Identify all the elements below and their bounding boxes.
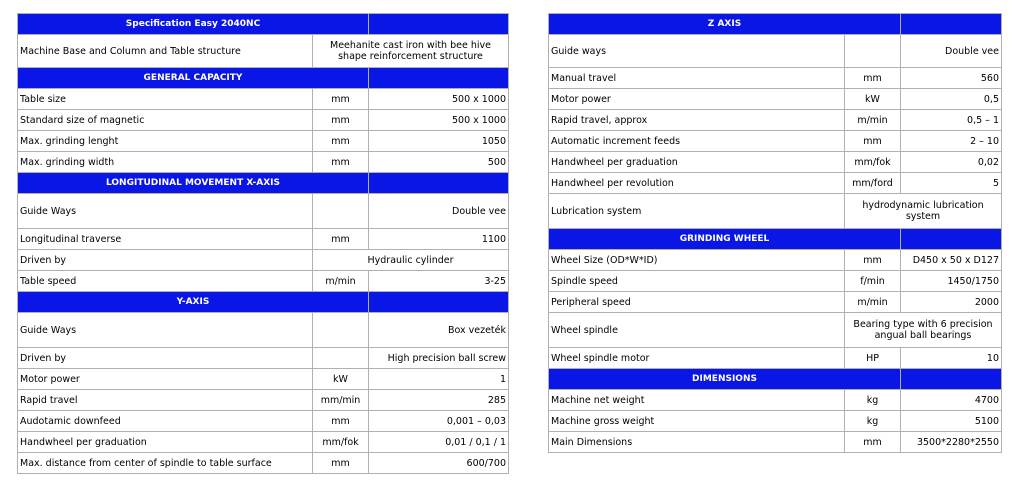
spec-value: 5 xyxy=(901,173,1002,194)
section-header-blank xyxy=(369,292,509,313)
spec-value: 1100 xyxy=(369,229,509,250)
spec-row xyxy=(18,194,509,229)
spec-label: Guide ways xyxy=(549,35,845,68)
spec-row xyxy=(549,35,1002,68)
spec-value: 3-25 xyxy=(369,271,509,292)
section-header-blank xyxy=(901,369,1002,390)
section-header xyxy=(18,68,509,89)
spec-label: Lubrication system xyxy=(549,194,845,229)
spec-row xyxy=(549,411,1002,432)
spec-value: 560 xyxy=(901,68,1002,89)
spec-row xyxy=(549,173,1002,194)
section-header-blank xyxy=(369,14,509,35)
spec-row xyxy=(18,152,509,173)
spec-row xyxy=(549,292,1002,313)
spec-label: Standard size of magnetic xyxy=(18,110,313,131)
spec-unit: mm xyxy=(845,250,901,271)
right-spec-body xyxy=(549,14,1002,453)
spec-label: Peripheral speed xyxy=(549,292,845,313)
spec-unit: kg xyxy=(845,390,901,411)
spec-label: Wheel spindle motor xyxy=(549,348,845,369)
spec-unit: mm xyxy=(313,89,369,110)
spec-value: 3500*2280*2550 xyxy=(901,432,1002,453)
spec-value: 2000 xyxy=(901,292,1002,313)
section-header xyxy=(549,14,1002,35)
spec-value: Bearing type with 6 precision angual ball bearings xyxy=(845,313,1002,348)
section-title: Y-AXIS xyxy=(18,292,369,313)
section-title: Z AXIS xyxy=(549,14,901,35)
spec-row xyxy=(18,390,509,411)
spec-unit: m/min xyxy=(845,110,901,131)
spec-label: Handwheel per graduation xyxy=(549,152,845,173)
spec-row xyxy=(18,131,509,152)
spec-row xyxy=(18,250,509,271)
spec-label: Rapid travel, approx xyxy=(549,110,845,131)
spec-value: 10 xyxy=(901,348,1002,369)
spec-label: Machine net weight xyxy=(549,390,845,411)
spec-row xyxy=(18,348,509,369)
section-header xyxy=(18,173,509,194)
spec-value: 1450/1750 xyxy=(901,271,1002,292)
section-header-blank xyxy=(369,68,509,89)
section-title: GENERAL CAPACITY xyxy=(18,68,369,89)
spec-value: High precision ball screw xyxy=(369,348,509,369)
spec-value: Hydraulic cylinder xyxy=(313,250,509,271)
spec-value: 1050 xyxy=(369,131,509,152)
spec-label: Machine Base and Column and Table structure xyxy=(18,35,313,68)
spec-row xyxy=(549,194,1002,229)
spec-label: Max. grinding lenght xyxy=(18,131,313,152)
spec-unit: kg xyxy=(845,411,901,432)
spec-value: 600/700 xyxy=(369,453,509,474)
section-title: LONGITUDINAL MOVEMENT X-AXIS xyxy=(18,173,369,194)
spec-unit: mm xyxy=(313,152,369,173)
spec-row xyxy=(18,313,509,348)
spec-value: 0,5 xyxy=(901,89,1002,110)
spec-value: 285 xyxy=(369,390,509,411)
section-header xyxy=(18,292,509,313)
spec-value: 500 x 1000 xyxy=(369,89,509,110)
spec-row xyxy=(549,250,1002,271)
spec-row xyxy=(18,110,509,131)
spec-unit: kW xyxy=(845,89,901,110)
spec-row xyxy=(549,390,1002,411)
spec-row xyxy=(18,35,509,68)
spec-label: Automatic increment feeds xyxy=(549,131,845,152)
spec-label: Spindle speed xyxy=(549,271,845,292)
spec-row xyxy=(549,131,1002,152)
spec-value: Double vee xyxy=(901,35,1002,68)
spec-label: Guide Ways xyxy=(18,194,313,229)
spec-value: 1 xyxy=(369,369,509,390)
spec-unit: HP xyxy=(845,348,901,369)
spec-unit: mm xyxy=(845,432,901,453)
spec-row xyxy=(18,432,509,453)
spec-unit: mm/ford xyxy=(845,173,901,194)
spec-row xyxy=(549,432,1002,453)
spec-label: Motor power xyxy=(18,369,313,390)
spec-unit: mm/fok xyxy=(313,432,369,453)
spec-label: Max. grinding width xyxy=(18,152,313,173)
spec-unit xyxy=(313,348,369,369)
spec-label: Handwheel per revolution xyxy=(549,173,845,194)
spec-label: Table size xyxy=(18,89,313,110)
spec-value: 500 xyxy=(369,152,509,173)
spec-row xyxy=(549,271,1002,292)
spec-value: Meehanite cast iron with bee hive shape reinforcement structure xyxy=(313,35,509,68)
spec-label: Motor power xyxy=(549,89,845,110)
left-spec-body xyxy=(18,14,509,474)
spec-label: Table speed xyxy=(18,271,313,292)
spec-value: Double vee xyxy=(369,194,509,229)
spec-unit: kW xyxy=(313,369,369,390)
spec-label: Wheel spindle xyxy=(549,313,845,348)
section-title: Specification Easy 2040NC xyxy=(18,14,369,35)
spec-value: 500 x 1000 xyxy=(369,110,509,131)
spec-unit xyxy=(313,313,369,348)
section-header xyxy=(549,369,1002,390)
section-header xyxy=(18,14,509,35)
spec-value: 2 – 10 xyxy=(901,131,1002,152)
spec-unit: mm xyxy=(313,411,369,432)
section-header-blank xyxy=(369,173,509,194)
spec-value: Box vezeték xyxy=(369,313,509,348)
spec-unit: m/min xyxy=(845,292,901,313)
spec-value: 0,001 – 0,03 xyxy=(369,411,509,432)
spec-value: 0,02 xyxy=(901,152,1002,173)
section-header-blank xyxy=(901,14,1002,35)
spec-label: Manual travel xyxy=(549,68,845,89)
spec-unit: mm xyxy=(313,110,369,131)
spec-value: D450 x 50 x D127 xyxy=(901,250,1002,271)
spec-row xyxy=(18,271,509,292)
spec-unit xyxy=(313,194,369,229)
spec-label: Guide Ways xyxy=(18,313,313,348)
section-title: DIMENSIONS xyxy=(549,369,901,390)
spec-row xyxy=(18,453,509,474)
spec-unit: mm xyxy=(845,68,901,89)
spec-unit: m/min xyxy=(313,271,369,292)
spec-unit: mm/min xyxy=(313,390,369,411)
section-title: GRINDING WHEEL xyxy=(549,229,901,250)
spec-value: 0,5 – 1 xyxy=(901,110,1002,131)
spec-row xyxy=(549,348,1002,369)
spec-unit: mm xyxy=(313,453,369,474)
spec-unit: mm xyxy=(313,131,369,152)
spec-unit xyxy=(845,35,901,68)
spec-row xyxy=(18,229,509,250)
spec-row xyxy=(18,89,509,110)
section-header-blank xyxy=(901,229,1002,250)
spec-row xyxy=(549,152,1002,173)
section-header xyxy=(549,229,1002,250)
spec-unit: mm xyxy=(313,229,369,250)
spec-value: 4700 xyxy=(901,390,1002,411)
spec-unit: f/min xyxy=(845,271,901,292)
spec-label: Max. distance from center of spindle to table surface xyxy=(18,453,313,474)
spec-label: Wheel Size (OD*W*ID) xyxy=(549,250,845,271)
spec-label: Main Dimensions xyxy=(549,432,845,453)
spec-label: Machine gross weight xyxy=(549,411,845,432)
spec-label: Rapid travel xyxy=(18,390,313,411)
spec-unit: mm/fok xyxy=(845,152,901,173)
spec-row xyxy=(549,313,1002,348)
left-spec-table xyxy=(17,13,509,474)
spec-label: Longitudinal traverse xyxy=(18,229,313,250)
spec-label: Driven by xyxy=(18,348,313,369)
right-spec-table xyxy=(548,13,1002,453)
spec-row xyxy=(549,89,1002,110)
spec-value: 5100 xyxy=(901,411,1002,432)
spec-row xyxy=(18,411,509,432)
spec-value: hydrodynamic lubrication system xyxy=(845,194,1002,229)
spec-label: Audotamic downfeed xyxy=(18,411,313,432)
spec-label: Handwheel per graduation xyxy=(18,432,313,453)
spec-unit: mm xyxy=(845,131,901,152)
spec-row xyxy=(18,369,509,390)
spec-row xyxy=(549,68,1002,89)
spec-row xyxy=(549,110,1002,131)
spec-label: Driven by xyxy=(18,250,313,271)
spec-value: 0,01 / 0,1 / 1 xyxy=(369,432,509,453)
